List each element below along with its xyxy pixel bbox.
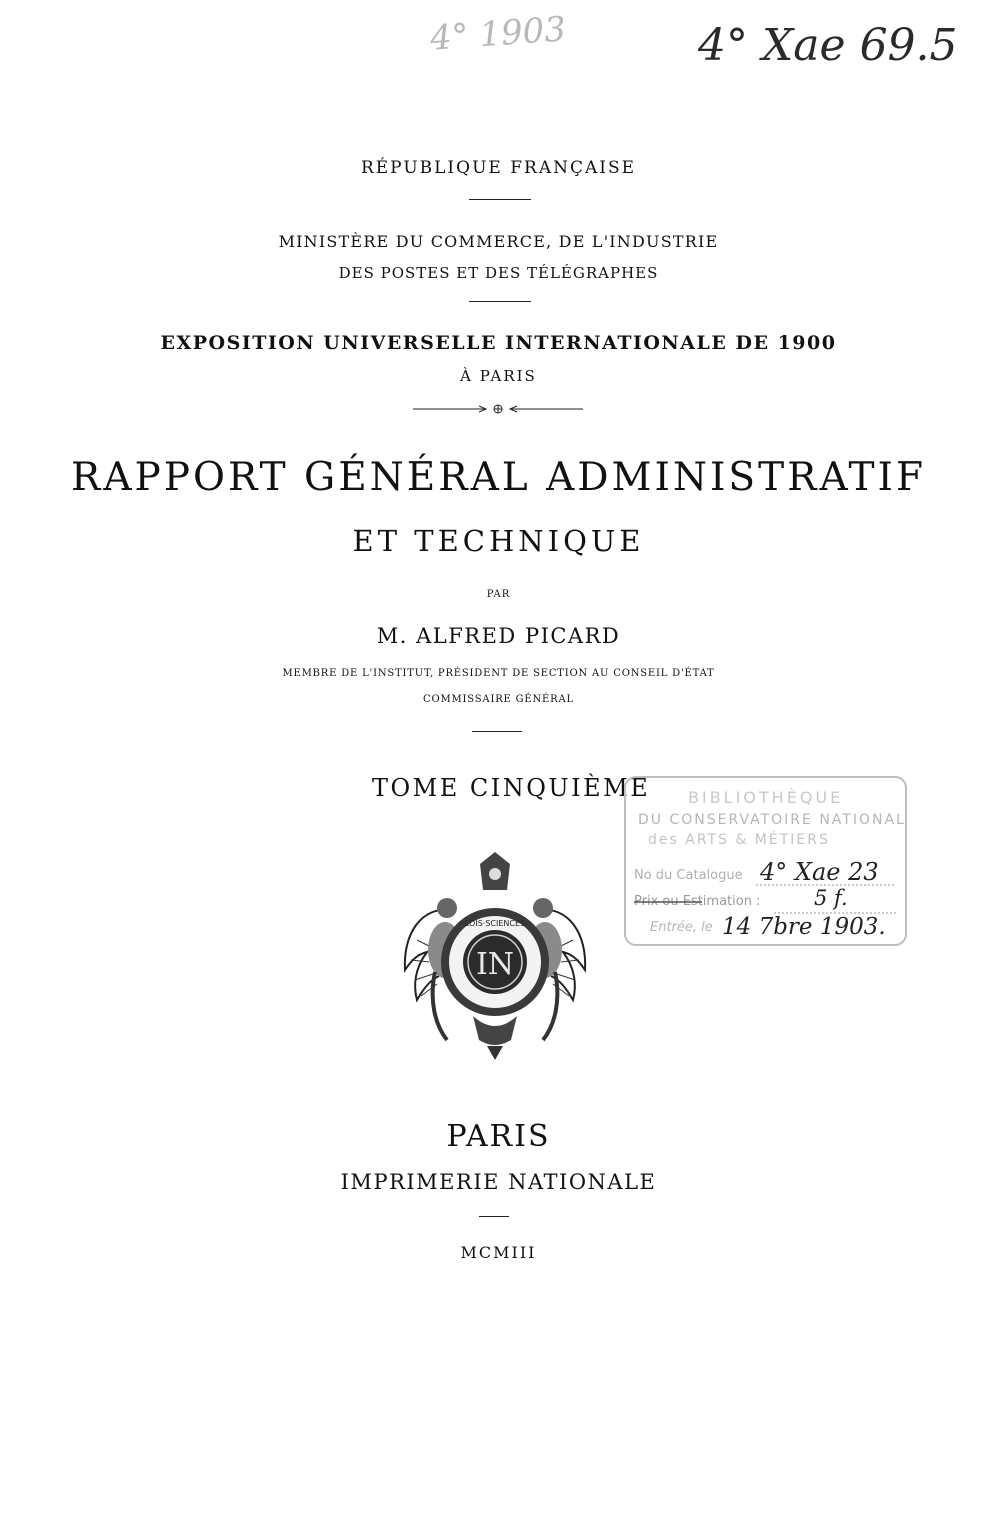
stamp-estimation-value: 5 f. [814, 886, 848, 910]
library-stamp [624, 776, 907, 946]
imprint-year: MCMIII [460, 1243, 537, 1262]
par-label: PAR [486, 589, 511, 600]
republic-heading: RÉPUBLIQUE FRANÇAISE [360, 158, 637, 178]
emblem-motto: ·LOIS·SCIENCES· [462, 919, 528, 928]
stamp-estimation-label: Prix ou Estimation : [634, 894, 761, 909]
divider [472, 731, 522, 732]
printer-emblem [395, 850, 595, 1065]
author-qualification-1: MEMBRE DE L'INSTITUT, PRÉSIDENT DE SECTION AU CONSEIL D'ÉTAT [282, 668, 715, 679]
author-name: M. ALFRED PICARD [376, 624, 621, 648]
stamp-line-2: DU CONSERVATOIRE NATIONAL [638, 812, 906, 828]
stamp-rules [626, 778, 905, 944]
main-title-line-2: ET TECHNIQUE [352, 524, 645, 558]
volume-label: TOME CINQUIÈME [372, 774, 651, 802]
ministry-line-2: DES POSTES ET DES TÉLÉGRAPHES [338, 264, 659, 282]
stamp-catalogue-value: 4° Xae 23 [760, 858, 879, 886]
divider [469, 301, 531, 302]
emblem-monogram: IN [475, 947, 515, 982]
stamp-line-3: des ARTS & MÉTIERS [648, 832, 830, 848]
handwritten-shelfmark: 4° Xae 69.5 [698, 20, 958, 71]
divider [479, 1216, 509, 1217]
main-title-line-1: RAPPORT GÉNÉRAL ADMINISTRATIF [70, 455, 927, 500]
author-qualification-2: COMMISSAIRE GÉNÉRAL [423, 694, 574, 705]
stamp-line-1: BIBLIOTHÈQUE [688, 788, 844, 807]
old-pencil-mark: 4° 1903 [428, 9, 568, 59]
divider [469, 199, 531, 200]
stamp-entry-value: 14 7bre 1903. [722, 914, 886, 940]
ministry-line-1: MINISTÈRE DU COMMERCE, DE L'INDUSTRIE [278, 232, 719, 251]
imprint-city: PARIS [446, 1119, 551, 1154]
exposition-city: À PARIS [460, 367, 537, 385]
exposition-heading: EXPOSITION UNIVERSELLE INTERNATIONALE DE 1900 [160, 332, 837, 354]
imprint-printer: IMPRIMERIE NATIONALE [340, 1170, 657, 1194]
stamp-catalogue-label: No du Catalogue [634, 868, 743, 883]
stamp-entry-label: Entrée, le [650, 920, 713, 935]
ornamental-divider [413, 402, 583, 416]
